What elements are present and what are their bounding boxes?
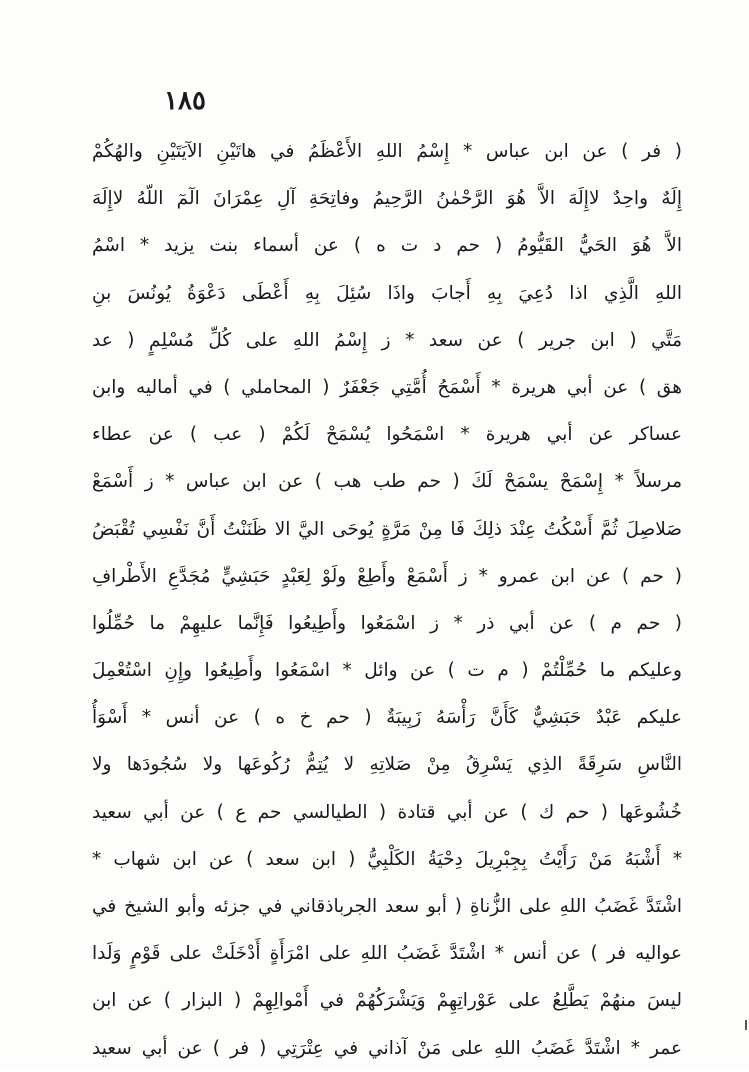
text-line-15: خُشُوعَها ( حم ك ) عن أبي قتادة ( الطيالسي حم ع ) عن أبي سعيد <box>92 801 682 823</box>
text-line-2: إِلَهٌ واحِدٌ لاإِلَهَ الاَّ هُوَ الرَّحْمٰنُ الرَّحِيمُ وفاتِحَةِ آلِ عِمْرَانَ الٓمٓ اللّهُ لاإِلَهَ <box>92 188 682 210</box>
text-line-13: عليكم عَبْدٌ حَبَشِيٌّ كَأَنَّ رَأْسَهُ زَبِيبَةٌ ( حم خ ه ) عن أنس * أَسْوَأُ <box>92 707 682 729</box>
text-line-1: ( فر ) عن ابن عباس * إِسْمُ اللهِ الأَعْظَمُ في هاتَيْنِ الآيَتَيْنِ والهُكُمْ <box>92 141 682 162</box>
text-line-5: مَتَّي ( ابن جرير ) عن سعد * ز إِسْمُ اللهِ على كُلِّ مُسْلِمٍ ( عد <box>92 329 682 351</box>
scan-edge-mark <box>745 1020 747 1030</box>
text-line-16: * أَشْبَهُ مَنْ رَأَيْتُ بِجِبْرِيلَ دِحْيَةُ الكَلْبِيُّ ( ابن سعد ) عن ابن شهاب * <box>92 848 682 870</box>
text-line-9: صَلاصِلَ ثُمَّ أَسْكُتُ عِنْدَ ذلِكَ فَا مِنْ مَرَّةٍ يُوحَى اليَّ الا ظَنَنْتُ أَنَّ نَفْسِي تُقْبَضُ <box>92 518 682 540</box>
text-line-7: عساكر عن أبي هريرة * اسْمَحُوا يُسْمَحْ لَكُمْ ( عب ) عن عطاء <box>92 424 682 446</box>
text-line-6: هق ) عن أبي هريرة * أَسْمَحُ أُمَّتِي جَعْفَرٌ ( المحاملي ) في أماليه وابن <box>92 376 682 398</box>
text-line-11: ( حم م ) عن أبي ذر * ز اسْمَعُوا وأَطِيعُوا فَإِنَّما عليهِمْ ما حُمِّلُوا <box>92 612 682 634</box>
text-line-8: مرسلاً * إِسْمَحْ يسْمَحْ لَكَ ( حم طب هب ) عن ابن عباس * ز أَسْمَعْ <box>92 471 682 493</box>
text-line-14: النَّاسِ سَرِقَةً الذِي يَسْرِقُ مِنْ صَلاتِهِ لا يُتِمُّ رُكُوعَها ولا سُجُودَها ولا <box>92 754 682 776</box>
text-line-4: اللهِ الَّذِي اذا دُعِيَ بِهِ أَجابَ واذَا سُئِلَ بِهِ أَعْطَى دَعْوَةُ يُونُسَ بنِ <box>92 282 682 304</box>
text-line-12: وعليكم ما حُمِّلْتُمْ ( م ت ) عن وائل * اسْمَعُوا وأَطِيعُوا وإِنِ اسْتُعْمِلَ <box>92 660 682 682</box>
text-line-17: اشْتَدَّ غَضَبُ اللهِ على الزُّناةِ ( أبو سعد الجرباذقاني في جزئه وأبو الشيخ في <box>92 896 682 917</box>
text-line-10: ( حم ) عن ابن عمرو * ز أَسْمَعْ وأَطِعْ ولَوْ لِعَبْدٍ حَبَشِيٍّ مُجَدَّعِ الأَطْرافِ <box>92 565 682 587</box>
text-line-3: الاَّ هُوَ الحَيُّ القَيُّومُ ( حم د ت ه ) عن أسماء بنت يزيد * اسْمُ <box>92 235 682 257</box>
text-line-18: عواليه فر ) عن أنس * اشْتَدَّ غَضَبُ اللهِ على امْرَأَةٍ أَدْخَلَتْ على قَوْمٍ وَلَدا <box>92 943 682 965</box>
text-body <box>92 128 682 1072</box>
text-line-20: عمر * اشْتَدَّ غَضَبُ اللهِ على مَنْ آذاني في عِتْرَتِي ( فر ) عن أبي سعيد <box>92 1037 682 1059</box>
text-line-19: ليسَ منهُمْ يَطَّلِعُ على عَوْراتِهِمْ وَيَشْرَكُهُمْ في أَمْوالِهِمْ ( البزار ) عن ابن <box>92 990 682 1012</box>
page-number: ١٨٥ <box>164 86 206 116</box>
